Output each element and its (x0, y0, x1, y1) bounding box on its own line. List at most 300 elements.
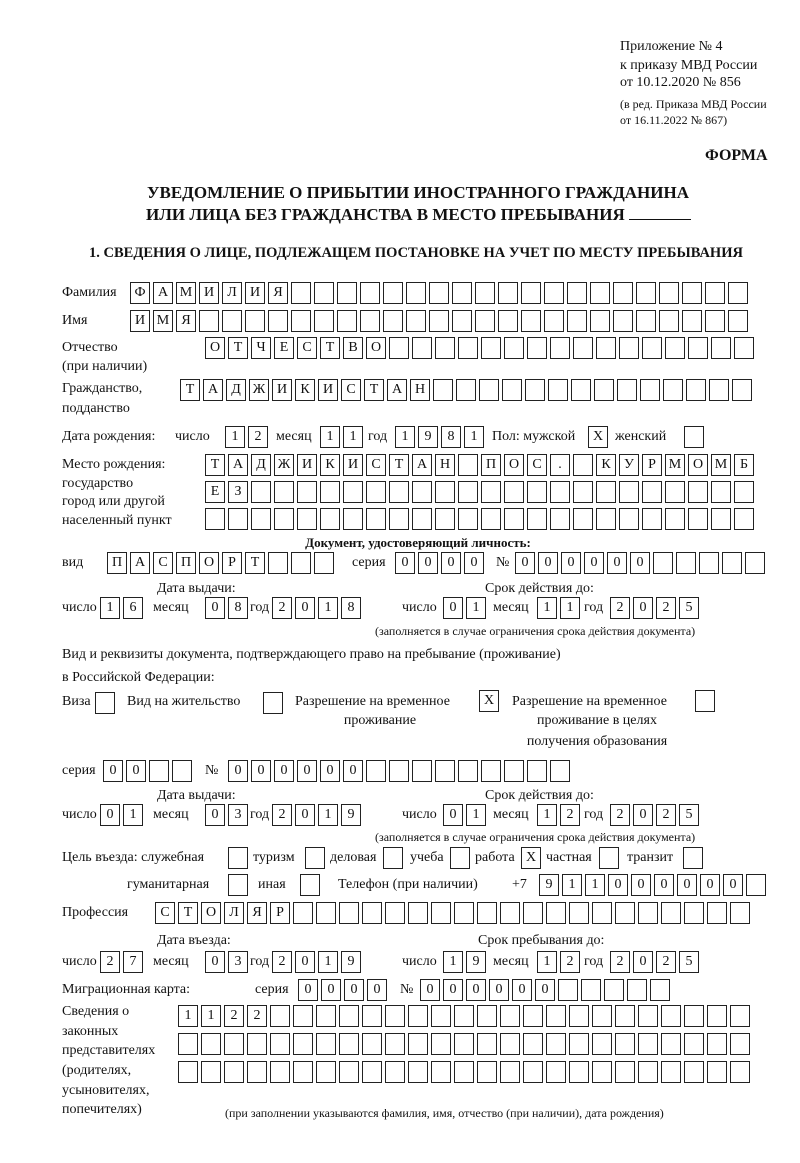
char-cell[interactable] (581, 979, 601, 1001)
char-cell[interactable] (477, 1005, 497, 1027)
char-cell[interactable]: 0 (631, 874, 651, 896)
char-cell[interactable]: 2 (610, 951, 630, 973)
char-cell[interactable] (297, 481, 317, 503)
char-cell[interactable] (711, 337, 731, 359)
char-cell[interactable]: 6 (123, 597, 143, 619)
char-cell[interactable] (362, 1061, 382, 1083)
char-cell[interactable]: Л (224, 902, 244, 924)
char-cell[interactable] (316, 902, 336, 924)
char-cell[interactable]: 8 (341, 597, 361, 619)
char-cell[interactable] (659, 282, 679, 304)
citizenship-field[interactable] (180, 379, 755, 401)
char-cell[interactable] (228, 874, 248, 896)
char-cell[interactable]: Н (410, 379, 430, 401)
char-cell[interactable]: 0 (630, 552, 650, 574)
migration-card-number[interactable] (420, 979, 673, 1001)
char-cell[interactable] (504, 760, 524, 782)
char-cell[interactable] (592, 1033, 612, 1055)
char-cell[interactable]: 0 (633, 597, 653, 619)
char-cell[interactable]: Т (364, 379, 384, 401)
char-cell[interactable] (454, 1061, 474, 1083)
char-cell[interactable]: 5 (679, 951, 699, 973)
char-cell[interactable] (642, 508, 662, 530)
char-cell[interactable]: 5 (679, 804, 699, 826)
char-cell[interactable] (458, 481, 478, 503)
char-cell[interactable] (270, 1061, 290, 1083)
char-cell[interactable]: 2 (272, 597, 292, 619)
char-cell[interactable] (523, 902, 543, 924)
stay-until-day[interactable] (443, 951, 489, 973)
char-cell[interactable]: 9 (418, 426, 438, 448)
char-cell[interactable]: Ч (251, 337, 271, 359)
char-cell[interactable] (638, 1005, 658, 1027)
char-cell[interactable] (659, 310, 679, 332)
char-cell[interactable]: Н (435, 454, 455, 476)
char-cell[interactable] (270, 1005, 290, 1027)
char-cell[interactable] (435, 508, 455, 530)
char-cell[interactable] (707, 1061, 727, 1083)
char-cell[interactable]: 2 (610, 597, 630, 619)
char-cell[interactable]: А (153, 282, 173, 304)
representatives-row-3[interactable] (178, 1061, 753, 1083)
char-cell[interactable]: Ж (249, 379, 269, 401)
char-cell[interactable] (300, 874, 320, 896)
char-cell[interactable]: 0 (418, 552, 438, 574)
char-cell[interactable]: Ф (130, 282, 150, 304)
char-cell[interactable] (268, 552, 288, 574)
char-cell[interactable] (682, 282, 702, 304)
char-cell[interactable]: А (412, 454, 432, 476)
stay-number-field[interactable] (228, 760, 573, 782)
char-cell[interactable]: 1 (443, 951, 463, 973)
char-cell[interactable] (454, 1005, 474, 1027)
char-cell[interactable] (661, 1005, 681, 1027)
char-cell[interactable]: Р (642, 454, 662, 476)
char-cell[interactable] (504, 508, 524, 530)
id-issue-month[interactable] (205, 597, 251, 619)
char-cell[interactable] (546, 1033, 566, 1055)
id-issue-day[interactable] (100, 597, 146, 619)
char-cell[interactable] (544, 310, 564, 332)
char-cell[interactable] (305, 847, 325, 869)
char-cell[interactable] (339, 1005, 359, 1027)
char-cell[interactable] (504, 481, 524, 503)
char-cell[interactable]: М (176, 282, 196, 304)
char-cell[interactable] (709, 379, 729, 401)
char-cell[interactable] (550, 337, 570, 359)
char-cell[interactable]: 0 (100, 804, 120, 826)
char-cell[interactable]: 1 (201, 1005, 221, 1027)
char-cell[interactable]: 1 (343, 426, 363, 448)
char-cell[interactable]: 1 (537, 597, 557, 619)
char-cell[interactable] (619, 481, 639, 503)
char-cell[interactable]: Т (180, 379, 200, 401)
char-cell[interactable] (458, 454, 478, 476)
char-cell[interactable] (642, 481, 662, 503)
char-cell[interactable]: Т (389, 454, 409, 476)
char-cell[interactable]: Р (270, 902, 290, 924)
char-cell[interactable] (711, 481, 731, 503)
char-cell[interactable]: О (199, 552, 219, 574)
char-cell[interactable]: И (318, 379, 338, 401)
char-cell[interactable] (431, 1033, 451, 1055)
char-cell[interactable] (479, 379, 499, 401)
char-cell[interactable] (412, 481, 432, 503)
phone-field[interactable] (539, 874, 769, 896)
char-cell[interactable] (205, 508, 225, 530)
char-cell[interactable]: Д (251, 454, 271, 476)
char-cell[interactable] (500, 902, 520, 924)
char-cell[interactable] (383, 310, 403, 332)
char-cell[interactable] (477, 1033, 497, 1055)
char-cell[interactable] (548, 379, 568, 401)
char-cell[interactable]: 2 (610, 804, 630, 826)
char-cell[interactable] (730, 1005, 750, 1027)
char-cell[interactable] (590, 282, 610, 304)
char-cell[interactable] (642, 337, 662, 359)
char-cell[interactable] (550, 760, 570, 782)
purpose-other-checkbox[interactable] (300, 874, 323, 896)
char-cell[interactable]: 0 (464, 552, 484, 574)
char-cell[interactable] (408, 1033, 428, 1055)
char-cell[interactable]: А (130, 552, 150, 574)
char-cell[interactable]: И (297, 454, 317, 476)
stay-series-field[interactable] (103, 760, 195, 782)
purpose-official-checkbox[interactable] (228, 847, 251, 869)
char-cell[interactable] (523, 1061, 543, 1083)
char-cell[interactable] (592, 1005, 612, 1027)
char-cell[interactable] (431, 1061, 451, 1083)
char-cell[interactable] (389, 760, 409, 782)
char-cell[interactable]: 0 (274, 760, 294, 782)
char-cell[interactable] (730, 1033, 750, 1055)
purpose-business-checkbox[interactable] (383, 847, 406, 869)
char-cell[interactable] (638, 1061, 658, 1083)
char-cell[interactable]: 0 (367, 979, 387, 1001)
char-cell[interactable] (546, 1005, 566, 1027)
char-cell[interactable]: А (203, 379, 223, 401)
temporary-residence-checkbox[interactable] (479, 690, 502, 712)
char-cell[interactable] (653, 552, 673, 574)
birth-year-field[interactable] (395, 426, 487, 448)
char-cell[interactable]: 1 (100, 597, 120, 619)
char-cell[interactable]: З (228, 481, 248, 503)
char-cell[interactable]: Л (222, 282, 242, 304)
char-cell[interactable]: 0 (298, 979, 318, 1001)
char-cell[interactable] (383, 847, 403, 869)
char-cell[interactable]: 1 (395, 426, 415, 448)
name-field[interactable] (130, 310, 751, 332)
stay-valid-month[interactable] (537, 804, 583, 826)
char-cell[interactable] (665, 481, 685, 503)
char-cell[interactable] (383, 282, 403, 304)
char-cell[interactable] (477, 902, 497, 924)
char-cell[interactable] (450, 847, 470, 869)
char-cell[interactable] (636, 310, 656, 332)
char-cell[interactable]: 0 (295, 804, 315, 826)
char-cell[interactable] (498, 282, 518, 304)
purpose-private-checkbox[interactable] (599, 847, 622, 869)
stay-until-month[interactable] (537, 951, 583, 973)
char-cell[interactable] (596, 337, 616, 359)
char-cell[interactable] (686, 379, 706, 401)
char-cell[interactable] (730, 1061, 750, 1083)
char-cell[interactable] (362, 1005, 382, 1027)
char-cell[interactable] (613, 282, 633, 304)
char-cell[interactable]: 2 (560, 951, 580, 973)
char-cell[interactable] (521, 310, 541, 332)
char-cell[interactable] (527, 760, 547, 782)
char-cell[interactable] (316, 1033, 336, 1055)
char-cell[interactable]: Т (205, 454, 225, 476)
char-cell[interactable]: С (527, 454, 547, 476)
char-cell[interactable]: 9 (466, 951, 486, 973)
char-cell[interactable] (705, 282, 725, 304)
char-cell[interactable]: 1 (178, 1005, 198, 1027)
char-cell[interactable] (684, 1005, 704, 1027)
purpose-tourism-checkbox[interactable] (305, 847, 328, 869)
char-cell[interactable]: 0 (608, 874, 628, 896)
char-cell[interactable]: С (297, 337, 317, 359)
char-cell[interactable]: О (205, 337, 225, 359)
char-cell[interactable] (688, 481, 708, 503)
char-cell[interactable]: К (596, 454, 616, 476)
char-cell[interactable] (314, 552, 334, 574)
char-cell[interactable] (707, 1033, 727, 1055)
char-cell[interactable] (339, 1061, 359, 1083)
char-cell[interactable] (498, 310, 518, 332)
char-cell[interactable] (293, 1005, 313, 1027)
char-cell[interactable] (502, 379, 522, 401)
char-cell[interactable] (320, 508, 340, 530)
char-cell[interactable] (201, 1033, 221, 1055)
char-cell[interactable]: Я (176, 310, 196, 332)
char-cell[interactable] (362, 1033, 382, 1055)
char-cell[interactable] (569, 1061, 589, 1083)
char-cell[interactable] (722, 552, 742, 574)
sex-male-checkbox[interactable] (588, 426, 611, 448)
char-cell[interactable] (546, 1061, 566, 1083)
id-kind-field[interactable] (107, 552, 337, 574)
char-cell[interactable]: О (688, 454, 708, 476)
char-cell[interactable] (199, 310, 219, 332)
char-cell[interactable]: И (130, 310, 150, 332)
char-cell[interactable] (452, 310, 472, 332)
char-cell[interactable] (500, 1005, 520, 1027)
char-cell[interactable]: Т (178, 902, 198, 924)
char-cell[interactable] (274, 508, 294, 530)
birthplace-row-1[interactable] (205, 454, 757, 476)
stay-issue-day[interactable] (100, 804, 146, 826)
surname-field[interactable] (130, 282, 751, 304)
char-cell[interactable] (682, 310, 702, 332)
char-cell[interactable] (599, 847, 619, 869)
char-cell[interactable] (408, 902, 428, 924)
char-cell[interactable] (573, 508, 593, 530)
char-cell[interactable]: К (320, 454, 340, 476)
char-cell[interactable] (571, 379, 591, 401)
char-cell[interactable] (366, 508, 386, 530)
char-cell[interactable] (314, 310, 334, 332)
char-cell[interactable] (343, 481, 363, 503)
char-cell[interactable] (615, 1005, 635, 1027)
entry-year[interactable] (272, 951, 364, 973)
char-cell[interactable]: 1 (466, 597, 486, 619)
char-cell[interactable] (314, 282, 334, 304)
char-cell[interactable] (615, 902, 635, 924)
char-cell[interactable] (408, 1005, 428, 1027)
char-cell[interactable]: 0 (297, 760, 317, 782)
char-cell[interactable] (596, 481, 616, 503)
char-cell[interactable] (734, 337, 754, 359)
char-cell[interactable]: 1 (585, 874, 605, 896)
char-cell[interactable] (711, 508, 731, 530)
char-cell[interactable] (291, 552, 311, 574)
char-cell[interactable] (615, 1033, 635, 1055)
char-cell[interactable] (431, 902, 451, 924)
birth-month-field[interactable] (320, 426, 366, 448)
char-cell[interactable]: 2 (100, 951, 120, 973)
char-cell[interactable] (263, 692, 283, 714)
char-cell[interactable]: 2 (656, 951, 676, 973)
char-cell[interactable]: . (550, 454, 570, 476)
char-cell[interactable] (270, 1033, 290, 1055)
char-cell[interactable]: X (521, 847, 541, 869)
char-cell[interactable] (550, 508, 570, 530)
id-issue-year[interactable] (272, 597, 364, 619)
char-cell[interactable] (178, 1061, 198, 1083)
char-cell[interactable] (389, 481, 409, 503)
char-cell[interactable] (636, 282, 656, 304)
char-cell[interactable] (360, 310, 380, 332)
char-cell[interactable]: 1 (123, 804, 143, 826)
char-cell[interactable] (458, 508, 478, 530)
char-cell[interactable]: С (155, 902, 175, 924)
char-cell[interactable] (366, 760, 386, 782)
representatives-row-2[interactable] (178, 1033, 753, 1055)
char-cell[interactable] (573, 481, 593, 503)
char-cell[interactable]: П (176, 552, 196, 574)
char-cell[interactable] (172, 760, 192, 782)
char-cell[interactable] (475, 310, 495, 332)
char-cell[interactable]: X (588, 426, 608, 448)
char-cell[interactable] (567, 310, 587, 332)
char-cell[interactable]: У (619, 454, 639, 476)
char-cell[interactable] (567, 282, 587, 304)
birth-day-field[interactable] (225, 426, 271, 448)
char-cell[interactable]: 1 (318, 951, 338, 973)
char-cell[interactable]: П (481, 454, 501, 476)
char-cell[interactable] (688, 337, 708, 359)
char-cell[interactable] (274, 481, 294, 503)
char-cell[interactable]: 1 (464, 426, 484, 448)
stay-until-year[interactable] (610, 951, 702, 973)
char-cell[interactable] (619, 508, 639, 530)
char-cell[interactable] (406, 310, 426, 332)
char-cell[interactable] (590, 310, 610, 332)
char-cell[interactable] (291, 282, 311, 304)
char-cell[interactable]: В (343, 337, 363, 359)
char-cell[interactable] (412, 337, 432, 359)
migration-card-series[interactable] (298, 979, 390, 1001)
char-cell[interactable] (408, 1061, 428, 1083)
stay-issue-year[interactable] (272, 804, 364, 826)
char-cell[interactable] (247, 1033, 267, 1055)
char-cell[interactable]: 0 (561, 552, 581, 574)
char-cell[interactable]: Б (734, 454, 754, 476)
char-cell[interactable] (475, 282, 495, 304)
char-cell[interactable] (385, 902, 405, 924)
char-cell[interactable] (389, 508, 409, 530)
char-cell[interactable]: П (107, 552, 127, 574)
char-cell[interactable]: Е (274, 337, 294, 359)
char-cell[interactable]: 1 (318, 597, 338, 619)
char-cell[interactable] (615, 1061, 635, 1083)
patronymic-field[interactable] (205, 337, 757, 359)
char-cell[interactable] (433, 379, 453, 401)
char-cell[interactable] (452, 282, 472, 304)
char-cell[interactable] (546, 902, 566, 924)
char-cell[interactable]: 1 (562, 874, 582, 896)
visa-checkbox[interactable] (95, 692, 118, 714)
char-cell[interactable] (366, 481, 386, 503)
char-cell[interactable]: 0 (443, 597, 463, 619)
char-cell[interactable]: 0 (654, 874, 674, 896)
char-cell[interactable] (297, 508, 317, 530)
profession-field[interactable] (155, 902, 753, 924)
entry-day[interactable] (100, 951, 146, 973)
char-cell[interactable] (527, 337, 547, 359)
char-cell[interactable] (684, 902, 704, 924)
char-cell[interactable] (661, 902, 681, 924)
char-cell[interactable] (477, 1061, 497, 1083)
char-cell[interactable] (527, 508, 547, 530)
char-cell[interactable]: 2 (224, 1005, 244, 1027)
char-cell[interactable]: О (201, 902, 221, 924)
char-cell[interactable] (389, 337, 409, 359)
char-cell[interactable]: Т (320, 337, 340, 359)
char-cell[interactable]: Т (245, 552, 265, 574)
char-cell[interactable] (316, 1061, 336, 1083)
char-cell[interactable] (224, 1033, 244, 1055)
char-cell[interactable] (745, 552, 765, 574)
char-cell[interactable]: М (153, 310, 173, 332)
char-cell[interactable] (613, 310, 633, 332)
char-cell[interactable]: 0 (677, 874, 697, 896)
char-cell[interactable] (573, 454, 593, 476)
char-cell[interactable]: 0 (535, 979, 555, 1001)
char-cell[interactable] (688, 508, 708, 530)
char-cell[interactable] (412, 760, 432, 782)
char-cell[interactable]: О (504, 454, 524, 476)
char-cell[interactable]: 1 (318, 804, 338, 826)
char-cell[interactable] (734, 481, 754, 503)
char-cell[interactable] (95, 692, 115, 714)
char-cell[interactable]: 7 (123, 951, 143, 973)
char-cell[interactable] (695, 690, 715, 712)
char-cell[interactable] (661, 1061, 681, 1083)
char-cell[interactable] (665, 337, 685, 359)
char-cell[interactable]: 0 (584, 552, 604, 574)
char-cell[interactable]: 0 (515, 552, 535, 574)
temporary-residence-education-checkbox[interactable] (695, 690, 718, 712)
char-cell[interactable]: 0 (700, 874, 720, 896)
char-cell[interactable] (385, 1033, 405, 1055)
char-cell[interactable] (435, 481, 455, 503)
purpose-work-checkbox[interactable] (521, 847, 544, 869)
representatives-row-1[interactable] (178, 1005, 753, 1027)
char-cell[interactable] (550, 481, 570, 503)
